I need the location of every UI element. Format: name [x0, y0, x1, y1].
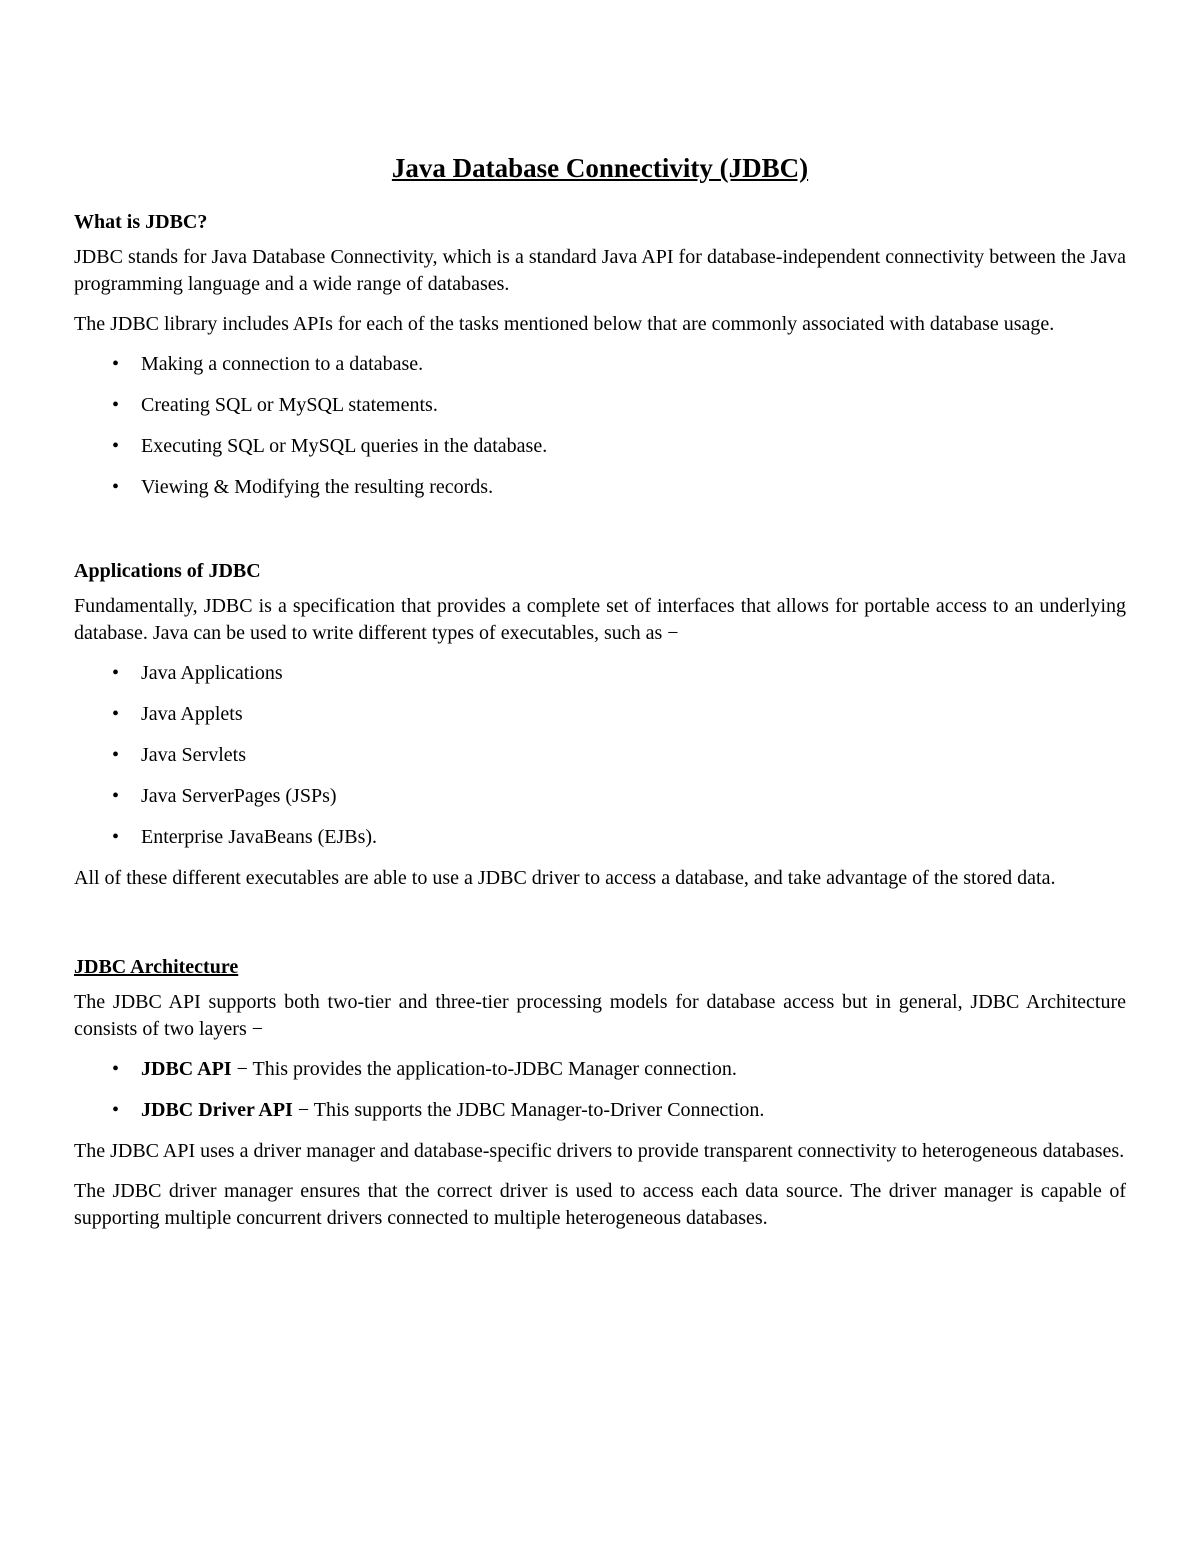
- spacer: [74, 905, 1126, 953]
- list-item: [74, 660, 1126, 687]
- spacer: [74, 515, 1126, 557]
- list-item: [74, 783, 1126, 810]
- document-title: Java Database Connectivity (JDBC): [391, 153, 809, 183]
- section-heading-architecture: JDBC Architecture: [74, 956, 239, 978]
- bullet-icon: •: [112, 1099, 120, 1121]
- list-item-term: JDBC API: [141, 1058, 232, 1080]
- bullet-list-tasks: [74, 351, 1126, 501]
- list-item: [74, 742, 1126, 769]
- bullet-icon: •: [112, 353, 120, 375]
- list-item-text: Executing SQL or MySQL queries in the database.: [141, 435, 548, 457]
- list-item-text: Java ServerPages (JSPs): [141, 785, 337, 807]
- bullet-icon: •: [112, 435, 120, 457]
- list-item: [74, 1097, 1126, 1124]
- paragraph: The JDBC API uses a driver manager and database-specific drivers to provide transparent connectivity to heterogeneous databases.: [74, 1140, 1125, 1162]
- bullet-icon: •: [112, 476, 120, 498]
- list-item: [74, 392, 1126, 419]
- list-item: [74, 351, 1126, 378]
- paragraph: JDBC stands for Java Database Connectivity, which is a standard Java API for database-independent connectivity between the Java programming language and a wide range of databases.: [74, 246, 1126, 295]
- list-item: [74, 433, 1126, 460]
- list-item-text: Java Servlets: [141, 744, 246, 766]
- paragraph: The JDBC API supports both two-tier and three-tier processing models for database access but in general, JDBC Architecture consists of two layers −: [74, 991, 1126, 1040]
- bullet-icon: •: [112, 703, 120, 725]
- list-item-text: Creating SQL or MySQL statements.: [141, 394, 438, 416]
- list-item-text: − This provides the application-to-JDBC Manager connection.: [231, 1058, 737, 1080]
- bullet-icon: •: [112, 826, 120, 848]
- bullet-list-layers: [74, 1056, 1126, 1124]
- bullet-icon: •: [112, 662, 120, 684]
- list-item: [74, 701, 1126, 728]
- section-heading-what-is-jdbc: What is JDBC?: [74, 211, 208, 233]
- bullet-icon: •: [112, 744, 120, 766]
- section-heading-applications: Applications of JDBC: [74, 560, 261, 582]
- list-item: [74, 474, 1126, 501]
- list-item-text: Enterprise JavaBeans (EJBs).: [141, 826, 378, 848]
- list-item-term: JDBC Driver API: [141, 1099, 293, 1121]
- list-item-text: Java Applets: [141, 703, 243, 725]
- paragraph: All of these different executables are able to use a JDBC driver to access a database, and take advantage of the stored data.: [74, 867, 1056, 889]
- list-item-text: Making a connection to a database.: [141, 353, 424, 375]
- paragraph: The JDBC driver manager ensures that the correct driver is used to access each data source. The driver manager is capable of supporting multiple concurrent drivers connected to multiple heterogeneous databases.: [74, 1180, 1126, 1229]
- bullet-icon: •: [112, 785, 120, 807]
- list-item-text: Java Applications: [141, 662, 283, 684]
- list-item: [74, 1056, 1126, 1083]
- paragraph: Fundamentally, JDBC is a specification that provides a complete set of interfaces that allows for portable access to an underlying database. Java can be used to write different types of executables, such as −: [74, 595, 1126, 644]
- bullet-icon: •: [112, 1058, 120, 1080]
- bullet-icon: •: [112, 394, 120, 416]
- list-item-text: − This supports the JDBC Manager-to-Driver Connection.: [292, 1099, 765, 1121]
- list-item: [74, 824, 1126, 851]
- list-item-text: Viewing & Modifying the resulting records.: [141, 476, 494, 498]
- paragraph: The JDBC library includes APIs for each of the tasks mentioned below that are commonly associated with database usage.: [74, 313, 1055, 335]
- bullet-list-executables: [74, 660, 1126, 851]
- document-page: [74, 150, 1126, 1245]
